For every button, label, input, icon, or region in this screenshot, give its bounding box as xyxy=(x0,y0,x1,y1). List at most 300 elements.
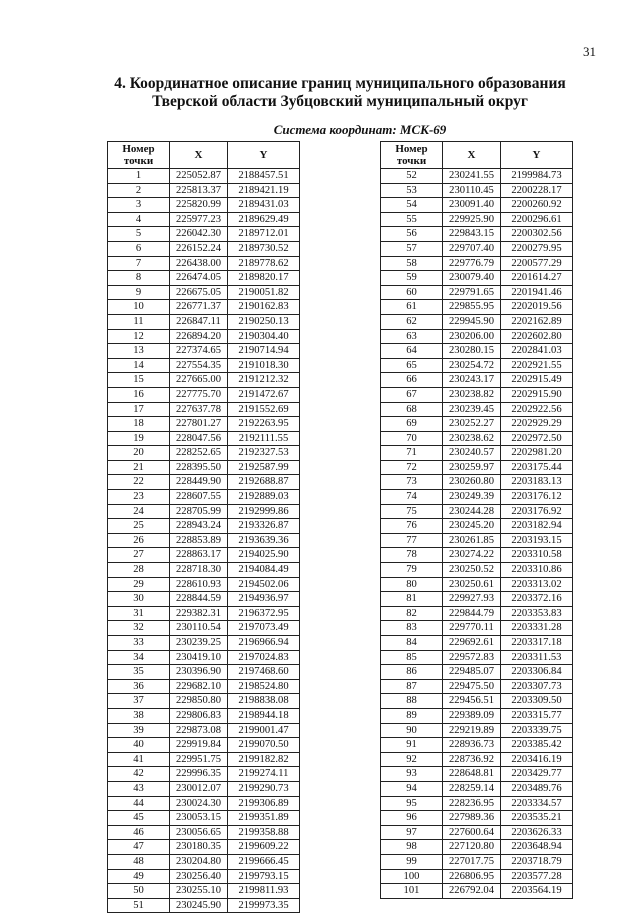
point-number-cell: 3 xyxy=(108,198,170,213)
x-cell: 230110.54 xyxy=(170,621,228,636)
y-cell: 2203334.57 xyxy=(501,796,573,811)
table-row xyxy=(381,490,573,505)
y-cell: 2191212.32 xyxy=(228,373,300,388)
y-cell: 2202972.50 xyxy=(501,431,573,446)
table-row xyxy=(108,621,300,636)
point-number-cell: 24 xyxy=(108,504,170,519)
y-cell: 2203577.28 xyxy=(501,869,573,884)
x-cell: 227600.64 xyxy=(443,825,501,840)
table-row xyxy=(381,504,573,519)
point-number-cell: 61 xyxy=(381,300,443,315)
y-cell: 2203648.94 xyxy=(501,840,573,855)
point-number-cell: 27 xyxy=(108,548,170,563)
table-row xyxy=(381,723,573,738)
x-cell: 228705.99 xyxy=(170,504,228,519)
point-number-cell: 1 xyxy=(108,169,170,184)
x-cell: 229855.95 xyxy=(443,300,501,315)
y-cell: 2203372.16 xyxy=(501,592,573,607)
x-cell: 230024.30 xyxy=(170,796,228,811)
x-cell: 225052.87 xyxy=(170,169,228,184)
point-number-cell: 85 xyxy=(381,650,443,665)
y-cell: 2201614.27 xyxy=(501,271,573,286)
point-number-cell: 77 xyxy=(381,533,443,548)
x-cell: 228736.92 xyxy=(443,752,501,767)
x-cell: 230254.72 xyxy=(443,358,501,373)
y-cell: 2203353.83 xyxy=(501,606,573,621)
point-number-cell: 17 xyxy=(108,402,170,417)
x-cell: 227120.80 xyxy=(443,840,501,855)
x-cell: 230250.52 xyxy=(443,563,501,578)
x-cell: 230419.10 xyxy=(170,650,228,665)
point-number-cell: 54 xyxy=(381,198,443,213)
y-cell: 2202922.56 xyxy=(501,402,573,417)
point-number-cell: 52 xyxy=(381,169,443,184)
x-cell: 229791.65 xyxy=(443,285,501,300)
point-number-cell: 6 xyxy=(108,241,170,256)
y-cell: 2203331.28 xyxy=(501,621,573,636)
x-cell: 229707.40 xyxy=(443,241,501,256)
x-cell: 229382.31 xyxy=(170,606,228,621)
x-cell: 227374.65 xyxy=(170,344,228,359)
x-cell: 229951.75 xyxy=(170,752,228,767)
y-cell: 2192111.55 xyxy=(228,431,300,446)
y-cell: 2202915.90 xyxy=(501,387,573,402)
y-cell: 2193326.87 xyxy=(228,519,300,534)
y-cell: 2191472.67 xyxy=(228,387,300,402)
x-cell: 226675.05 xyxy=(170,285,228,300)
point-number-cell: 90 xyxy=(381,723,443,738)
table-row xyxy=(381,621,573,636)
y-cell: 2203310.86 xyxy=(501,563,573,578)
point-number-cell: 88 xyxy=(381,694,443,709)
x-cell: 229456.51 xyxy=(443,694,501,709)
table-row xyxy=(381,183,573,198)
table-row xyxy=(108,344,300,359)
point-number-cell: 80 xyxy=(381,577,443,592)
table-row xyxy=(381,796,573,811)
point-number-cell: 47 xyxy=(108,840,170,855)
point-number-cell: 74 xyxy=(381,490,443,505)
x-cell: 228844.59 xyxy=(170,592,228,607)
table-header-row xyxy=(108,142,300,169)
point-number-cell: 78 xyxy=(381,548,443,563)
point-number-cell: 20 xyxy=(108,446,170,461)
y-cell: 2196372.95 xyxy=(228,606,300,621)
table-row xyxy=(108,314,300,329)
y-cell: 2202841.03 xyxy=(501,344,573,359)
y-cell: 2203182.94 xyxy=(501,519,573,534)
y-cell: 2192587.99 xyxy=(228,460,300,475)
y-cell: 2192263.95 xyxy=(228,417,300,432)
point-number-cell: 99 xyxy=(381,854,443,869)
table-row xyxy=(108,840,300,855)
table-row xyxy=(108,636,300,651)
x-cell: 229927.93 xyxy=(443,592,501,607)
table-row xyxy=(108,169,300,184)
y-cell: 2199984.73 xyxy=(501,169,573,184)
y-cell: 2202602.80 xyxy=(501,329,573,344)
coordinates-table-left xyxy=(107,141,300,913)
y-cell: 2190304.40 xyxy=(228,329,300,344)
point-number-cell: 25 xyxy=(108,519,170,534)
table-row xyxy=(108,665,300,680)
y-cell: 2194084.49 xyxy=(228,563,300,578)
table-row xyxy=(381,854,573,869)
point-number-cell: 95 xyxy=(381,796,443,811)
x-cell: 228607.55 xyxy=(170,490,228,505)
point-number-cell: 8 xyxy=(108,271,170,286)
y-cell: 2202019.56 xyxy=(501,300,573,315)
table-row xyxy=(108,183,300,198)
table-row xyxy=(381,373,573,388)
table-row xyxy=(381,417,573,432)
y-cell: 2203176.92 xyxy=(501,504,573,519)
coordinates-table-right xyxy=(380,141,573,899)
x-cell: 228718.30 xyxy=(170,563,228,578)
table-row xyxy=(108,606,300,621)
point-number-cell: 66 xyxy=(381,373,443,388)
x-cell: 230206.00 xyxy=(443,329,501,344)
x-cell: 228395.50 xyxy=(170,460,228,475)
point-number-cell: 13 xyxy=(108,344,170,359)
heading-line-2: Тверской области Зубцовский муниципальный округ xyxy=(152,93,528,110)
point-number-cell: 92 xyxy=(381,752,443,767)
x-cell: 226771.37 xyxy=(170,300,228,315)
table-row xyxy=(108,708,300,723)
y-cell: 2203626.33 xyxy=(501,825,573,840)
heading-line-1: 4. Координатное описание границ муниципального образования xyxy=(114,75,566,92)
table-row xyxy=(108,679,300,694)
x-cell: 230238.62 xyxy=(443,431,501,446)
y-cell: 2199306.89 xyxy=(228,796,300,811)
point-number-cell: 44 xyxy=(108,796,170,811)
y-cell: 2190714.94 xyxy=(228,344,300,359)
header-number-line-2: точки xyxy=(123,155,154,167)
y-cell: 2200296.61 xyxy=(501,212,573,227)
table-row xyxy=(381,285,573,300)
x-cell: 228236.95 xyxy=(443,796,501,811)
point-number-cell: 14 xyxy=(108,358,170,373)
point-number-cell: 65 xyxy=(381,358,443,373)
table-row xyxy=(381,475,573,490)
point-number-cell: 38 xyxy=(108,708,170,723)
y-cell: 2203175.44 xyxy=(501,460,573,475)
x-cell: 227017.75 xyxy=(443,854,501,869)
table-row xyxy=(381,636,573,651)
x-cell: 230238.82 xyxy=(443,387,501,402)
header-number-line-1: Номер xyxy=(122,143,155,155)
point-number-cell: 10 xyxy=(108,300,170,315)
y-cell: 2199001.47 xyxy=(228,723,300,738)
point-number-cell: 81 xyxy=(381,592,443,607)
point-number-cell: 19 xyxy=(108,431,170,446)
y-cell: 2202162.89 xyxy=(501,314,573,329)
table-row xyxy=(381,169,573,184)
table-row xyxy=(381,665,573,680)
point-number-cell: 28 xyxy=(108,563,170,578)
point-number-cell: 82 xyxy=(381,606,443,621)
y-cell: 2200228.17 xyxy=(501,183,573,198)
table-row xyxy=(381,563,573,578)
y-cell: 2197468.60 xyxy=(228,665,300,680)
y-cell: 2199070.50 xyxy=(228,738,300,753)
table-row xyxy=(108,256,300,271)
x-cell: 230244.28 xyxy=(443,504,501,519)
header-point-number xyxy=(108,142,170,169)
table-row xyxy=(108,227,300,242)
point-number-cell: 40 xyxy=(108,738,170,753)
table-row xyxy=(108,577,300,592)
point-number-cell: 50 xyxy=(108,884,170,899)
x-cell: 230240.57 xyxy=(443,446,501,461)
x-cell: 229389.09 xyxy=(443,708,501,723)
table-row xyxy=(381,198,573,213)
point-number-cell: 89 xyxy=(381,708,443,723)
y-cell: 2196966.94 xyxy=(228,636,300,651)
x-cell: 230274.22 xyxy=(443,548,501,563)
table-row xyxy=(108,519,300,534)
table-row xyxy=(381,227,573,242)
table-row xyxy=(381,884,573,899)
y-cell: 2203339.75 xyxy=(501,723,573,738)
point-number-cell: 41 xyxy=(108,752,170,767)
header-point-number xyxy=(381,142,443,169)
y-cell: 2203311.53 xyxy=(501,650,573,665)
table-row xyxy=(108,373,300,388)
table-row xyxy=(108,796,300,811)
point-number-cell: 45 xyxy=(108,811,170,826)
table-row xyxy=(108,650,300,665)
x-cell: 226152.24 xyxy=(170,241,228,256)
x-cell: 229925.90 xyxy=(443,212,501,227)
table-row xyxy=(381,592,573,607)
x-cell: 230249.39 xyxy=(443,490,501,505)
point-number-cell: 22 xyxy=(108,475,170,490)
x-cell: 230250.61 xyxy=(443,577,501,592)
y-cell: 2197024.83 xyxy=(228,650,300,665)
x-cell: 228853.89 xyxy=(170,533,228,548)
point-number-cell: 48 xyxy=(108,854,170,869)
y-cell: 2199973.35 xyxy=(228,898,300,913)
x-cell: 225820.99 xyxy=(170,198,228,213)
x-cell: 226894.20 xyxy=(170,329,228,344)
x-cell: 230056.65 xyxy=(170,825,228,840)
point-number-cell: 7 xyxy=(108,256,170,271)
point-number-cell: 33 xyxy=(108,636,170,651)
header-y: Y xyxy=(228,142,300,169)
point-number-cell: 32 xyxy=(108,621,170,636)
table-header-row xyxy=(381,142,573,169)
table-row xyxy=(381,402,573,417)
x-cell: 230252.27 xyxy=(443,417,501,432)
header-y: Y xyxy=(501,142,573,169)
x-cell: 229770.11 xyxy=(443,621,501,636)
y-cell: 2194502.06 xyxy=(228,577,300,592)
table-row xyxy=(108,767,300,782)
point-number-cell: 29 xyxy=(108,577,170,592)
y-cell: 2199290.73 xyxy=(228,781,300,796)
x-cell: 229945.90 xyxy=(443,314,501,329)
coordinate-system-caption: Система координат: МСК-69 xyxy=(273,122,447,137)
point-number-cell: 68 xyxy=(381,402,443,417)
table-row xyxy=(381,300,573,315)
table-row xyxy=(381,752,573,767)
table-row xyxy=(381,519,573,534)
table-row xyxy=(108,460,300,475)
x-cell: 228863.17 xyxy=(170,548,228,563)
table-row xyxy=(381,781,573,796)
table-row xyxy=(381,314,573,329)
x-cell: 229844.79 xyxy=(443,606,501,621)
table-row xyxy=(381,344,573,359)
table-row xyxy=(381,708,573,723)
y-cell: 2189820.17 xyxy=(228,271,300,286)
point-number-cell: 87 xyxy=(381,679,443,694)
table-row xyxy=(108,563,300,578)
y-cell: 2203385.42 xyxy=(501,738,573,753)
header-x: X xyxy=(170,142,228,169)
y-cell: 2190162.83 xyxy=(228,300,300,315)
x-cell: 225813.37 xyxy=(170,183,228,198)
table-row xyxy=(108,752,300,767)
point-number-cell: 35 xyxy=(108,665,170,680)
point-number-cell: 58 xyxy=(381,256,443,271)
x-cell: 229219.89 xyxy=(443,723,501,738)
point-number-cell: 42 xyxy=(108,767,170,782)
x-cell: 229485.07 xyxy=(443,665,501,680)
point-number-cell: 36 xyxy=(108,679,170,694)
y-cell: 2189712.01 xyxy=(228,227,300,242)
x-cell: 228047.56 xyxy=(170,431,228,446)
x-cell: 228259.14 xyxy=(443,781,501,796)
x-cell: 228648.81 xyxy=(443,767,501,782)
table-row xyxy=(381,548,573,563)
y-cell: 2203429.77 xyxy=(501,767,573,782)
x-cell: 227775.70 xyxy=(170,387,228,402)
y-cell: 2199358.88 xyxy=(228,825,300,840)
y-cell: 2192688.87 xyxy=(228,475,300,490)
table-row xyxy=(108,387,300,402)
table-row xyxy=(108,592,300,607)
y-cell: 2198524.80 xyxy=(228,679,300,694)
point-number-cell: 63 xyxy=(381,329,443,344)
y-cell: 2203315.77 xyxy=(501,708,573,723)
x-cell: 229850.80 xyxy=(170,694,228,709)
y-cell: 2189421.19 xyxy=(228,183,300,198)
point-number-cell: 30 xyxy=(108,592,170,607)
table-row xyxy=(108,723,300,738)
y-cell: 2203489.76 xyxy=(501,781,573,796)
point-number-cell: 72 xyxy=(381,460,443,475)
y-cell: 2199351.89 xyxy=(228,811,300,826)
point-number-cell: 101 xyxy=(381,884,443,899)
x-cell: 230255.10 xyxy=(170,884,228,899)
point-number-cell: 49 xyxy=(108,869,170,884)
y-cell: 2199182.82 xyxy=(228,752,300,767)
x-cell: 228449.90 xyxy=(170,475,228,490)
table-row xyxy=(108,548,300,563)
y-cell: 2189431.03 xyxy=(228,198,300,213)
table-row xyxy=(381,694,573,709)
y-cell: 2202929.29 xyxy=(501,417,573,432)
y-cell: 2202921.55 xyxy=(501,358,573,373)
y-cell: 2203317.18 xyxy=(501,636,573,651)
y-cell: 2203564.19 xyxy=(501,884,573,899)
table-row xyxy=(381,577,573,592)
point-number-cell: 67 xyxy=(381,387,443,402)
table-row xyxy=(108,811,300,826)
x-cell: 230110.45 xyxy=(443,183,501,198)
x-cell: 229806.83 xyxy=(170,708,228,723)
table-row xyxy=(381,840,573,855)
table-row xyxy=(381,387,573,402)
y-cell: 2191018.30 xyxy=(228,358,300,373)
point-number-cell: 76 xyxy=(381,519,443,534)
x-cell: 226042.30 xyxy=(170,227,228,242)
point-number-cell: 16 xyxy=(108,387,170,402)
point-number-cell: 94 xyxy=(381,781,443,796)
point-number-cell: 71 xyxy=(381,446,443,461)
point-number-cell: 53 xyxy=(381,183,443,198)
x-cell: 229843.15 xyxy=(443,227,501,242)
point-number-cell: 39 xyxy=(108,723,170,738)
y-cell: 2192327.53 xyxy=(228,446,300,461)
table-row xyxy=(108,431,300,446)
x-cell: 230256.40 xyxy=(170,869,228,884)
point-number-cell: 46 xyxy=(108,825,170,840)
table-row xyxy=(108,241,300,256)
point-number-cell: 26 xyxy=(108,533,170,548)
point-number-cell: 100 xyxy=(381,869,443,884)
x-cell: 230239.45 xyxy=(443,402,501,417)
y-cell: 2203718.79 xyxy=(501,854,573,869)
header-number-line-1: Номер xyxy=(395,143,428,155)
y-cell: 2198944.18 xyxy=(228,708,300,723)
x-cell: 230091.40 xyxy=(443,198,501,213)
x-cell: 227801.27 xyxy=(170,417,228,432)
x-cell: 230396.90 xyxy=(170,665,228,680)
table-row xyxy=(381,679,573,694)
point-number-cell: 34 xyxy=(108,650,170,665)
x-cell: 230259.97 xyxy=(443,460,501,475)
y-cell: 2200260.92 xyxy=(501,198,573,213)
point-number-cell: 4 xyxy=(108,212,170,227)
point-number-cell: 79 xyxy=(381,563,443,578)
y-cell: 2192889.03 xyxy=(228,490,300,505)
table-row xyxy=(108,738,300,753)
x-cell: 229776.79 xyxy=(443,256,501,271)
x-cell: 229996.35 xyxy=(170,767,228,782)
point-number-cell: 56 xyxy=(381,227,443,242)
point-number-cell: 2 xyxy=(108,183,170,198)
table-row xyxy=(381,869,573,884)
table-row xyxy=(108,329,300,344)
table-row xyxy=(108,854,300,869)
point-number-cell: 37 xyxy=(108,694,170,709)
table-row xyxy=(381,606,573,621)
table-row xyxy=(108,285,300,300)
table-row xyxy=(108,825,300,840)
y-cell: 2200279.95 xyxy=(501,241,573,256)
table-row xyxy=(381,738,573,753)
y-cell: 2199666.45 xyxy=(228,854,300,869)
table-row xyxy=(381,358,573,373)
x-cell: 230241.55 xyxy=(443,169,501,184)
x-cell: 229572.83 xyxy=(443,650,501,665)
table-row xyxy=(381,329,573,344)
y-cell: 2203309.50 xyxy=(501,694,573,709)
y-cell: 2201941.46 xyxy=(501,285,573,300)
